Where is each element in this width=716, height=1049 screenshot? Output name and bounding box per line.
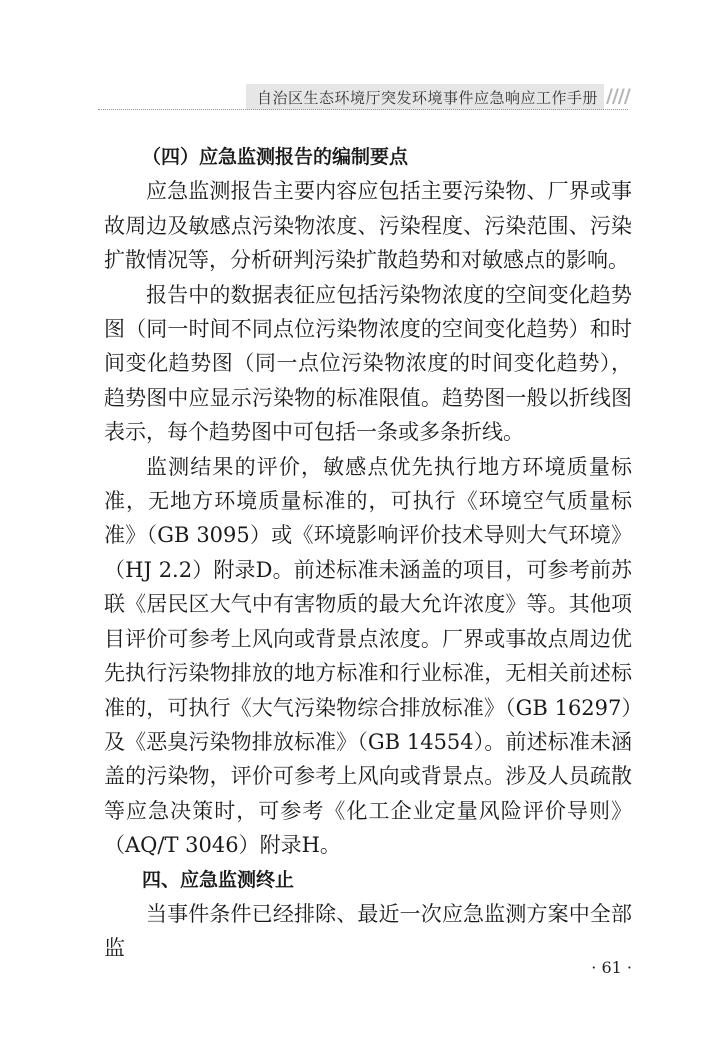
page-number: · 61 · [591, 958, 632, 977]
paragraph: 应急监测报告主要内容应包括主要污染物、厂界或事故周边及敏感点污染物浓度、污染程度、污染范围、污染扩散情况等，分析研判污染扩散趋势和对敏感点的影响。 [104, 179, 632, 273]
paragraph: 当事件条件已经排除、最近一次应急监测方案中全部监 [104, 901, 632, 961]
header-slash-decoration: //// [606, 85, 630, 107]
running-header-title: 自治区生态环境厅突发环境事件应急响应工作手册 [256, 89, 598, 107]
running-header [0, 84, 716, 112]
paragraph: 报告中的数据表征应包括污染物浓度的空间变化趋势图（同一时间不同点位污染物浓度的空间变化趋势）和时间变化趋势图（同一点位污染物浓度的时间变化趋势），趋势图中应显示污染物的标准限值。趋势图一般以折线图表示，每个趋势图中可包括一条或多条折线。 [104, 282, 632, 445]
page-body [104, 140, 632, 966]
section-subheading: （四）应急监测报告的编制要点 [142, 146, 409, 168]
header-dotted-rule [98, 109, 628, 110]
section-heading: 四、应急监测终止 [142, 868, 295, 891]
paragraph: 监测结果的评价，敏感点优先执行地方环境质量标准，无地方环境质量标准的，可执行《环境空气质量标准》（GB 3095）或《环境影响评价技术导则大气环境》（HJ 2.2）附录D。前述标准未涵盖的项目，可参考前苏联《居民区大气中有害物质的最大允许浓度》等。其他项目评价可参考上风向或背景点浓度。厂界或事故点周边优先执行污染物排放的地方标准和行业标准，无相关前述标准的，可执行《大气污染物综合排放标准》（GB 16297）及《恶臭污染物排放标准》（GB 14554）。前述标准未涵盖的污染物，评价可参考上风向或背景点。涉及人员疏散等应急决策时，可参考《化工企业定量风险评价导则》（AQ/T 3046）附录H。 [104, 454, 632, 858]
